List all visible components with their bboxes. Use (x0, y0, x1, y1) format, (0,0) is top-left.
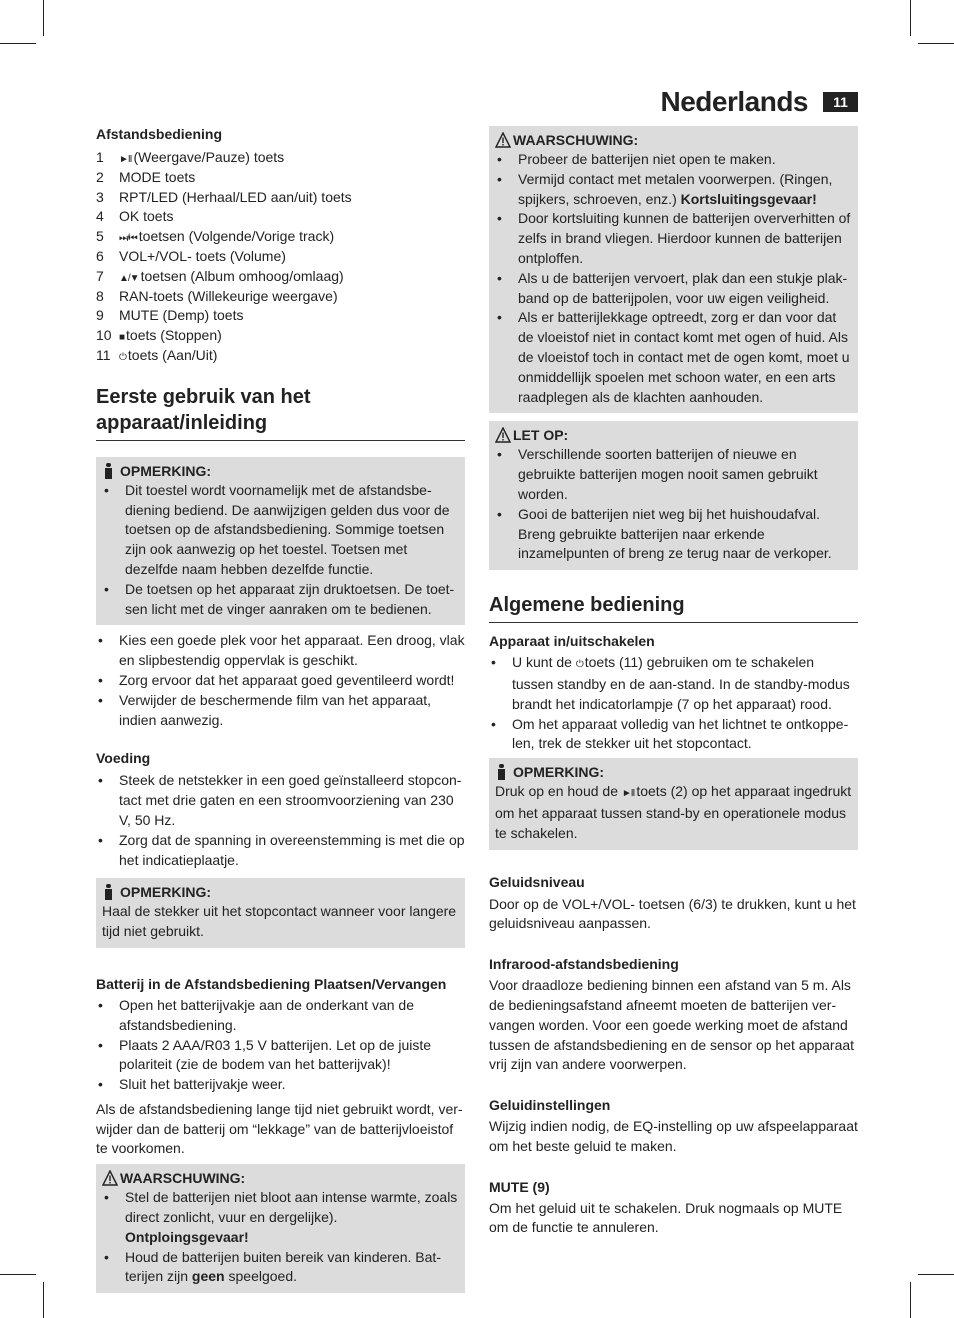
key-symbol-icon: ⏭/⏮ (119, 233, 137, 245)
battery-paragraph: Als de afstandsbediening lange tijd niet gebruikt wordt, verwijder dan de batterij om “lekkage” van de batterijvloeistof te voorkomen. (96, 1100, 463, 1157)
caution-box (489, 421, 858, 570)
list-item: • Zorg dat de spanning in overeenstemming is met die op het indicatieplaatje. (96, 831, 465, 871)
list-item: • Zorg ervoor dat het apparaat goed geventileerd wordt! (96, 671, 465, 691)
note-box (96, 878, 465, 948)
remote-key-item (96, 287, 465, 307)
mute-text: Om het geluid uit te schakelen. Druk nogmaals op MUTE om de functie te annuleren. (489, 1199, 843, 1236)
remote-key-item (96, 227, 465, 247)
remote-key-item (96, 267, 465, 287)
list-item: • Plaats 2 AAA/R03 1,5 V batterijen. Let op de juiste polariteit (zie de bodem van het batterijvak)! (96, 1036, 465, 1076)
crop-mark (918, 1274, 954, 1275)
crop-mark (43, 1282, 44, 1318)
key-symbol-icon: ■ (119, 332, 125, 344)
list-item: • Probeer de batterijen niet open te maken. (495, 150, 852, 170)
list-item: • Steek de netstekker in een goed geïnstalleerd stopcontact met drie gaten en een stroomvoorziening van 230 V, 50 Hz. (96, 771, 465, 830)
remote-key-item (96, 326, 465, 346)
item-number: 2 (96, 168, 104, 185)
note-text: Druk op en houd de ►II toets (2) op het apparaat ingedrukt om het apparaat tussen stand-by en operationele modus te schakelen. (495, 783, 852, 841)
note-box (489, 758, 858, 849)
list-item: • Stel de batterijen niet bloot aan intense warmte, zoals direct zonlicht, vuur en dergelijke). Ontploingsgevaar! (102, 1188, 459, 1247)
list-item: • Kies een goede plek voor het apparaat. Een droog, vlak en slipbestendig oppervlak is geschikt. (96, 631, 465, 671)
section-title-first-use: Eerste gebruik van het apparaat/inleiding (96, 384, 465, 441)
item-text: toetsen (Album omhoog/omlaag) (140, 267, 344, 284)
info-icon (495, 764, 509, 780)
item-text: (Weergave/Pauze) toets (133, 149, 285, 165)
list-item: • Als er batterijlekkage optreedt, zorg er dan voor dat de vloeistof niet in contact komt met ogen of huid. Als de vloeistof toch in contact met de ogen komt, moet u onmiddellijk spoelen met schoon water, en een arts raadplegen als de klachten aanhouden. (495, 308, 852, 407)
note-heading: OPMERKING: (102, 461, 459, 481)
power-icon: ⏻ (575, 659, 583, 671)
warning-box (96, 1164, 465, 1293)
key-symbol-icon: ⏻ (119, 351, 126, 363)
item-number: 1 (96, 149, 104, 165)
crop-mark (0, 43, 36, 44)
item-number: 8 (96, 287, 104, 304)
item-text: OK toets (119, 208, 174, 225)
item-text: MODE toets (119, 168, 196, 185)
ir-text: Voor draadloze bediening binnen een afstand van 5 m. Als de bedieningsafstand afneemt moeten de batterijen vervangen worden. Voor een goede werking moet de afstand tussen de afstandsbediening en de sensor op het apparaat vrij zijn van andere voorwerpen. (489, 977, 855, 1073)
list-item: • Door kortsluiting kunnen de batterijen oververhitten of zelfs in brand vliegen. Hierdoor kunnen de batterijen ontploffen. (495, 209, 852, 268)
key-symbol-icon: ▲/▼ (119, 272, 139, 284)
item-text: VOL+/VOL- toets (Volume) (119, 247, 286, 264)
volume-heading: Geluidsniveau (489, 873, 585, 890)
item-text: RPT/LED (Herhaal/LED aan/uit) toets (119, 188, 352, 205)
list-item: • Verschillende soorten batterijen of nieuwe en gebruikte batterijen mogen nooit samen gebruikt worden. (495, 445, 852, 504)
list-item: • Dit toestel wordt voornamelijk met de afstandsbediening bediend. De aanwijzigen gelden dus voor de toetsen op de afstandsbediening. Sommige toetsen zijn ook aanwezig op het toestel. Toetsen met dezelfde naam hebben dezelfde functie. (102, 481, 459, 580)
key-symbol-icon: ►II (119, 154, 132, 165)
remote-key-item (96, 188, 465, 208)
info-icon (102, 884, 116, 900)
right-column (489, 126, 858, 1238)
sound-heading: Geluidinstellingen (489, 1097, 611, 1114)
info-icon (102, 463, 116, 479)
remote-key-item (96, 207, 465, 227)
page-number: 11 (823, 92, 858, 112)
list-item: • Gooi de batterijen niet weg bij het huishoudafval. Breng gebruikte batterijen naar erkende inzamelpunten of breng ze terug naar de verkoper. (495, 505, 852, 564)
item-number: 6 (96, 247, 104, 264)
warning-triangle-icon (495, 427, 509, 443)
warning-heading: WAARSCHUWING: (102, 1168, 459, 1188)
remote-key-item (96, 168, 465, 188)
page-language-title: Nederlands (660, 86, 808, 117)
left-column (96, 122, 465, 1293)
section-title-general: Algemene bediening (489, 592, 858, 623)
remote-key-item (96, 306, 465, 326)
item-text: RAN-toets (Willekeurige weergave) (119, 287, 338, 304)
caution-heading: LET OP: (495, 425, 852, 445)
remote-key-list (96, 148, 465, 366)
list-item: • Verwijder de beschermende film van het apparaat, indien aanwezig. (96, 691, 465, 731)
item-text: toets (Aan/Uit) (127, 346, 218, 363)
item-number: 9 (96, 307, 104, 324)
volume-text: Door op de VOL+/VOL- toetsen (6/3) te drukken, kunt u het geluidsniveau aanpassen. (489, 895, 856, 932)
item-text: toets (Stoppen) (126, 327, 222, 344)
remote-heading: Afstandsbediening (96, 126, 223, 142)
ir-heading: Infrarood-afstandsbediening (489, 956, 679, 973)
item-number: 7 (96, 267, 104, 284)
crop-mark (910, 0, 911, 36)
list-item: • U kunt de ⏻ toets (11) gebruiken om te schakelen tussen standby en de aan-stand. In de standby-modus brandt het indicatorlampje (7 op het apparaat) rood. (489, 653, 858, 714)
list-item: • Sluit het batterijvakje weer. (96, 1075, 465, 1095)
warning-box (489, 126, 858, 413)
list-item: • Houd de batterijen buiten bereik van kinderen. Batterijen zijn geen speelgoed. (102, 1248, 459, 1288)
remote-key-item (96, 148, 465, 168)
crop-mark (0, 1274, 36, 1275)
warning-heading: WAARSCHUWING: (495, 130, 852, 150)
note-heading: OPMERKING: (102, 882, 459, 902)
list-item: • De toetsen op het apparaat zijn druktoetsen. De toetsen licht met de vinger aanraken om te bedienen. (102, 580, 459, 620)
remote-key-item (96, 346, 465, 366)
crop-mark (43, 0, 44, 36)
warning-triangle-icon (495, 132, 509, 148)
remote-key-item (96, 247, 465, 267)
play-pause-icon: ►II (621, 788, 635, 800)
list-item: • Om het apparaat volledig van het lichtnet te ontkoppelen, trek de stekker uit het stopcontact. (489, 715, 858, 755)
note-heading: OPMERKING: (495, 762, 852, 782)
list-item: • Open het batterijvakje aan de onderkant van de afstandsbediening. (96, 996, 465, 1036)
item-number: 5 (96, 228, 104, 245)
mute-heading: MUTE (9) (489, 1178, 550, 1195)
list-item: • Vermijd contact met metalen voorwerpen. (Ringen, spijkers, schroeven, enz.) Kortsluitingsgevaar! (495, 170, 852, 210)
battery-heading: Batterij in de Afstandsbediening Plaatsen/Vervangen (96, 975, 447, 992)
power-heading: Voeding (96, 750, 151, 767)
list-item: • Als u de batterijen vervoert, plak dan een stukje plakband op de batterijpolen, voor uw eigen veiligheid. (495, 269, 852, 309)
item-number: 11 (96, 346, 111, 363)
crop-mark (910, 1282, 911, 1318)
note-text: Haal de stekker uit het stopcontact wanneer voor langere tijd niet gebruikt. (102, 903, 457, 940)
onoff-heading: Apparaat in/uitschakelen (489, 633, 655, 650)
sound-text: Wijzig indien nodig, de EQ-instelling op uw afspeelapparaat om het beste geluid te maken. (489, 1118, 858, 1154)
crop-mark (918, 43, 954, 44)
item-number: 4 (96, 208, 104, 225)
warning-triangle-icon (102, 1170, 116, 1186)
item-number: 10 (96, 327, 112, 344)
item-number: 3 (96, 188, 104, 205)
item-text: toetsen (Volgende/Vorige track) (138, 228, 335, 245)
item-text: MUTE (Demp) toets (119, 307, 244, 324)
note-box (96, 457, 465, 626)
